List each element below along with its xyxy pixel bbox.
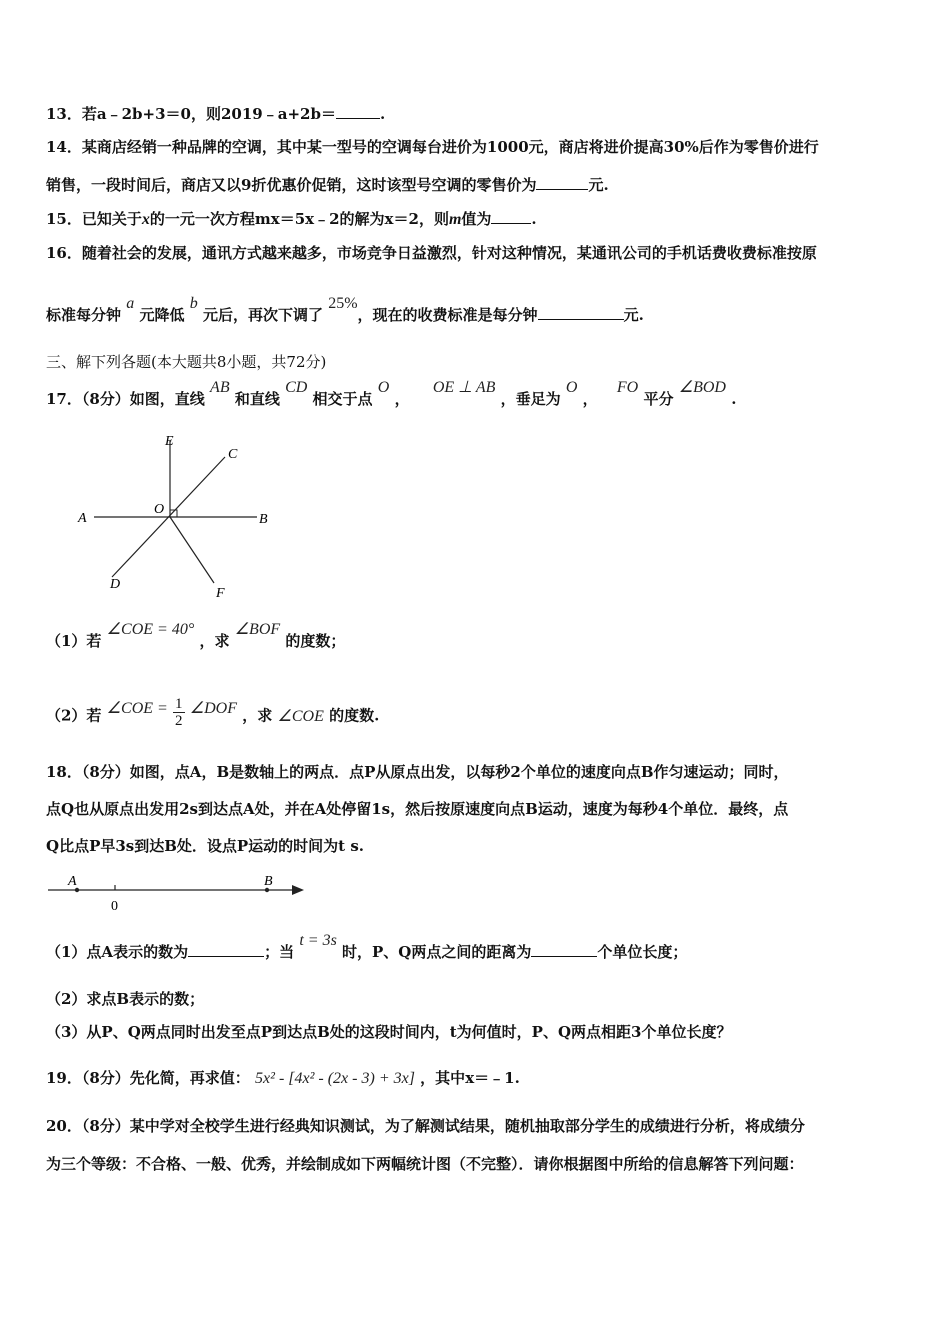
question-18-line1: 18．（8分）如图，点A，B是数轴上的两点．点P从原点出发，以每秒2个单位的速度向点B作匀速运动；同时， (46, 763, 789, 781)
q19-expression: 5x² - [4x² - (2x - 3) + 3x] (255, 1070, 415, 1087)
q17-sub1-ask: ∠BOF (234, 621, 281, 638)
q19-text-a: 19．（8分）先化简，再求值： (46, 1069, 250, 1087)
q17-perpendicular: OE ⊥ AB (432, 379, 496, 396)
q17-text-3: 相交于点 (312, 390, 373, 408)
q17-point-o: O (377, 379, 390, 396)
q17-sub2-condition: ∠COE = (106, 699, 168, 717)
q16-var-a: a (126, 295, 135, 312)
q18-sub1-text-a: （1）点A表示的数为 (46, 943, 189, 961)
q17-sub2-text-b: ，求 (242, 706, 273, 725)
question-18-line3: Q比点P早3s到达B处．设点P运动的时间为t s. (46, 837, 365, 855)
q18-sub1 (46, 932, 688, 963)
q17-sub1-text-a: （1）若 (46, 632, 102, 650)
q15-text-b: 的一元一次方程 (149, 210, 255, 228)
question-17 (46, 379, 737, 410)
label-a: A (78, 511, 87, 526)
question-14-line2 (46, 175, 609, 195)
q17-sub2 (46, 696, 380, 733)
q17-sub1-text-b: ，求 (199, 632, 230, 650)
q17-line-ab: AB (210, 379, 230, 396)
q16-text-3: 元后，再次下调了 (202, 306, 323, 324)
q17-text-6: ， (582, 390, 598, 408)
q18-sub2: （2）求点B表示的数； (46, 990, 205, 1008)
q18-time-condition: t = 3s (299, 932, 337, 949)
q15-var-x: x (141, 211, 150, 228)
q13-tail: . (379, 105, 386, 123)
label-a: A (68, 874, 77, 889)
q13-condition: a﹣2b+3＝0 (96, 105, 191, 123)
q15-var-m: m (448, 211, 462, 228)
q13-number: 13．若 (46, 105, 97, 123)
q14-answer-blank (536, 175, 588, 190)
q19-text-b: ，其中 (420, 1069, 466, 1087)
q15-text-d: ，则 (418, 210, 449, 228)
q17-angle-bod: ∠BOD (678, 379, 726, 396)
q13-answer-blank (336, 104, 380, 119)
q16-text-1: 标准每分钟 (46, 306, 122, 324)
q17-text-5: ，垂足为 (500, 390, 561, 408)
q16-var-b: b (189, 295, 198, 312)
q17-text-2: 和直线 (234, 390, 280, 408)
q17-foot-o: O (565, 379, 578, 396)
q17-text-8: . (731, 390, 737, 408)
q18-number-line (44, 868, 314, 916)
fraction-denominator: 2 (175, 713, 183, 729)
axis-arrow (292, 885, 304, 895)
q16-percent: 25% (328, 295, 358, 312)
q13-ask: 2019﹣a+2b＝ (220, 105, 336, 123)
q15-answer-blank (491, 209, 531, 224)
q16-text-2: 元降低 (139, 306, 185, 324)
label-d: D (110, 577, 121, 592)
q17-sub1-condition: ∠COE = 40° (106, 621, 195, 638)
q18-sub1-text-c: 时，P、Q两点之间的距离为 (342, 943, 532, 961)
label-o: O (154, 502, 165, 517)
q17-sub2-angle-dof: ∠DOF (189, 699, 238, 717)
q16-text-5: 元. (623, 306, 644, 324)
label-f: F (216, 586, 225, 601)
question-16-line2 (46, 295, 644, 326)
q15-solution: x＝2 (384, 210, 419, 228)
q15-text-c: 的解为 (339, 210, 385, 228)
q17-sub2-text-c: 的度数. (329, 706, 380, 725)
q18-sub3: （3）从P、Q两点同时出发至点P到达点B处的这段时间内，t为何值时，P、Q两点相距3个单位长度？ (46, 1023, 732, 1041)
label-b: B (259, 512, 268, 527)
q18-sub1-blank-2 (531, 942, 597, 957)
q19-condition: x＝﹣1. (465, 1069, 520, 1087)
q18-sub1-text-b: ；当 (264, 943, 295, 961)
label-zero: 0 (111, 899, 118, 914)
q15-tail: . (531, 210, 537, 228)
q15-text-a: 15．已知关于 (46, 210, 142, 228)
q15-text-e: 值为 (461, 210, 492, 228)
q14-text: 销售，一段时间后，商店又以9折优惠价促销，这时该型号空调的零售价为 (46, 176, 537, 194)
q17-sub1-text-c: 的度数； (285, 632, 346, 650)
q17-text-7: 平分 (643, 390, 674, 408)
q17-sub1 (46, 621, 346, 652)
ray-of (170, 517, 214, 583)
q13-text: ，则 (190, 105, 221, 123)
question-14-line1: 14．某商店经销一种品牌的空调，其中某一型号的空调每台进价为1000元，商店将进价提高30%后作为零售价进行 (46, 138, 819, 156)
q17-ray-fo: FO (616, 379, 639, 396)
question-19 (46, 1068, 520, 1089)
question-18-line2: 点Q也从原点出发用2s到达点A处，并在A处停留1s，然后按原速度向点B运动，速度为每秒4个单位．最终，点 (46, 800, 789, 818)
q17-sub2-fraction (173, 696, 185, 729)
question-20-line2: 为三个等级：不合格、一般、优秀，并绘制成如下两幅统计图（不完整）．请你根据图中所给的信息解答下列问题： (46, 1155, 804, 1173)
q15-equation: mx＝5x﹣2 (254, 210, 340, 228)
q17-line-cd: CD (285, 379, 308, 396)
section-heading: 三、解下列各题(本大题共8小题，共72分) (46, 353, 327, 371)
question-13 (46, 104, 385, 124)
question-16-line1: 16．随着社会的发展，通讯方式越来越多，市场竞争日益激烈，针对这种情况，某通讯公司的手机话费收费标准按原 (46, 244, 817, 262)
label-b: B (264, 874, 273, 889)
q17-text-1: 17．（8分）如图，直线 (46, 390, 205, 408)
q17-sub2-text-a: （2）若 (46, 706, 102, 725)
q16-answer-blank (538, 305, 624, 320)
question-15 (46, 209, 537, 230)
fraction-numerator: 1 (175, 696, 183, 712)
label-c: C (228, 447, 238, 462)
q17-geometry-figure (70, 425, 290, 605)
q16-text-4: ，现在的收费标准是每分钟 (357, 306, 538, 324)
q18-sub1-text-d: 个单位长度； (597, 943, 688, 961)
q17-text-4: ， (394, 390, 410, 408)
q14-tail: 元. (588, 176, 609, 194)
q18-sub1-blank-1 (188, 942, 264, 957)
question-20-line1: 20．（8分）某中学对全校学生进行经典知识测试，为了解测试结果，随机抽取部分学生的成绩进行分析，将成绩分 (46, 1117, 805, 1135)
label-e: E (165, 434, 174, 449)
q17-sub2-ask: ∠COE (277, 707, 324, 725)
